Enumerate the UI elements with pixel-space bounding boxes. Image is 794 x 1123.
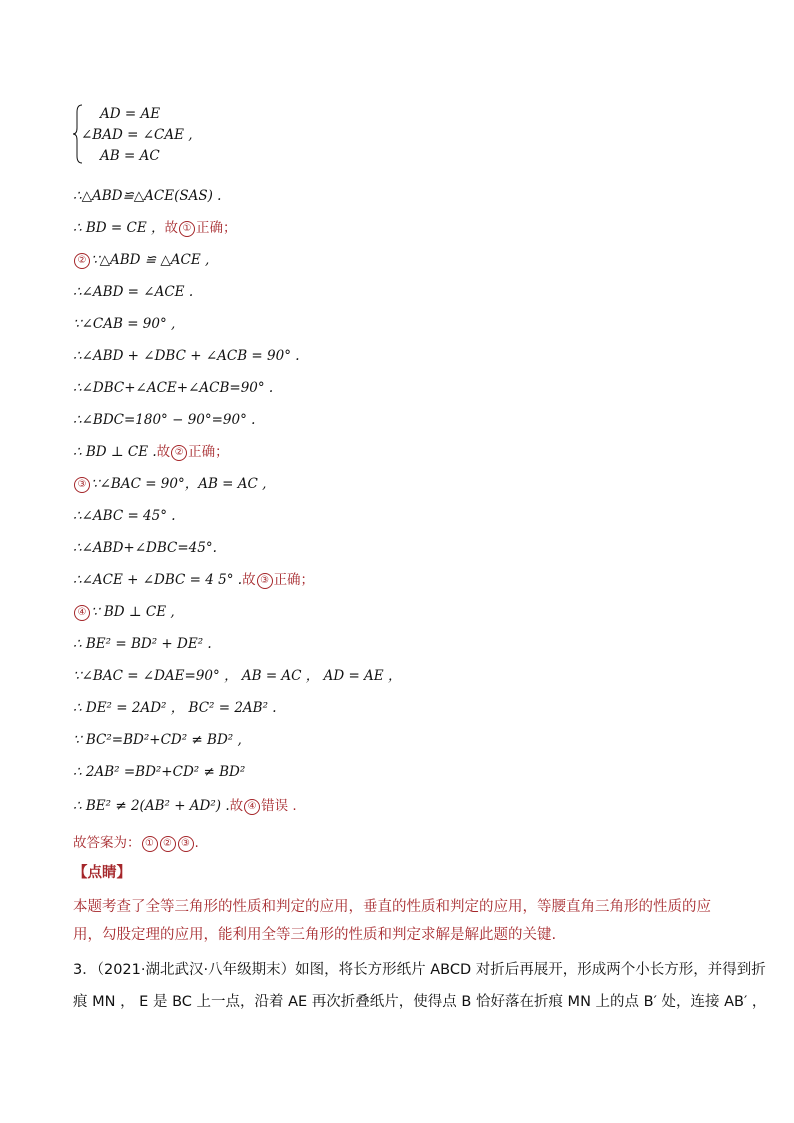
equation-system [73,104,253,168]
proof-line-perp: ∴ BD ⊥ CE .故 ② 正确； [73,444,229,460]
dianjing-heading: 【点睛】 [73,865,131,881]
proof-line: ∴∠ABD+∠DBC=45°. [73,540,217,556]
comment-paragraph: 本题考查了全等三角形的性质和判定的应用，垂直的性质和判定的应用，等腰直角三角形的性质的应用，勾股定理的应用，能利用全等三角形的性质和判定求解是解此题的关键. [73,899,711,943]
proof-line-3-start: ③ ∵∠BAC = 90°，AB = AC , [73,475,266,493]
proof-line-4-end: ∴ BE² ≠ 2(AB² + AD²) .故 ④ 错误 . [73,798,297,814]
proof-line: ∴∠ABD + ∠DBC + ∠ACB = 90° . [73,348,300,364]
proof-line: ∴∠DBC+∠ACE+∠ACB=90° . [73,380,274,396]
proof-line: ∴ BE² = BD² + DE² . [73,636,212,652]
problem-3-line-2: 痕 MN ， E 是 BC 上一点，沿着 AE 再次折叠纸片，使得点 B 恰好落在折痕 MN 上的点 B′ 处，连接 AB′ ， [73,994,767,1010]
system-row-2: ∠BAD = ∠CAE , [81,127,193,143]
proof-line: ∵∠CAB = 90° , [73,316,176,332]
proof-line: ∵ BC²=BD²+CD² ≠ BD² , [73,732,242,748]
system-row-1: AD = AE [100,106,161,122]
answer-line: 故答案为： ① ② ③ . [73,835,199,851]
proof-line-3-end: ∴∠ACE + ∠DBC = 4 5° .故 ③ 正确； [73,572,315,588]
proof-line-2-start: ② ∵△ABD ≌ △ACE , [73,251,209,269]
proof-line: ∵∠BAC = ∠DAE=90° ， AB = AC ， AD = AE ， [73,668,402,684]
proof-line: ∴∠ABC = 45° . [73,508,176,524]
proof-line: ∴∠ABD = ∠ACE . [73,284,194,300]
proof-line: ∴ DE² = 2AD² ， BC² = 2AB² . [73,700,277,716]
proof-line-4-start: ④ ∵ BD ⊥ CE , [73,603,175,621]
proof-line-bd-ce: ∴ BD = CE ，故 ① 正确； [73,220,237,236]
proof-line: ∴∠BDC=180° − 90°=90° . [73,412,256,428]
proof-line: ∴ 2AB² =BD²+CD² ≠ BD² [73,764,246,780]
proof-line-congruent: ∴△ABD≌△ACE(SAS) . [73,188,222,204]
problem-3-line-1: 3．（2021·湖北武汉·八年级期末）如图，将长方形纸片 ABCD 对折后再展开，形成两个小长方形，并得到折 [73,962,766,978]
system-row-3: AB = AC [100,148,160,164]
